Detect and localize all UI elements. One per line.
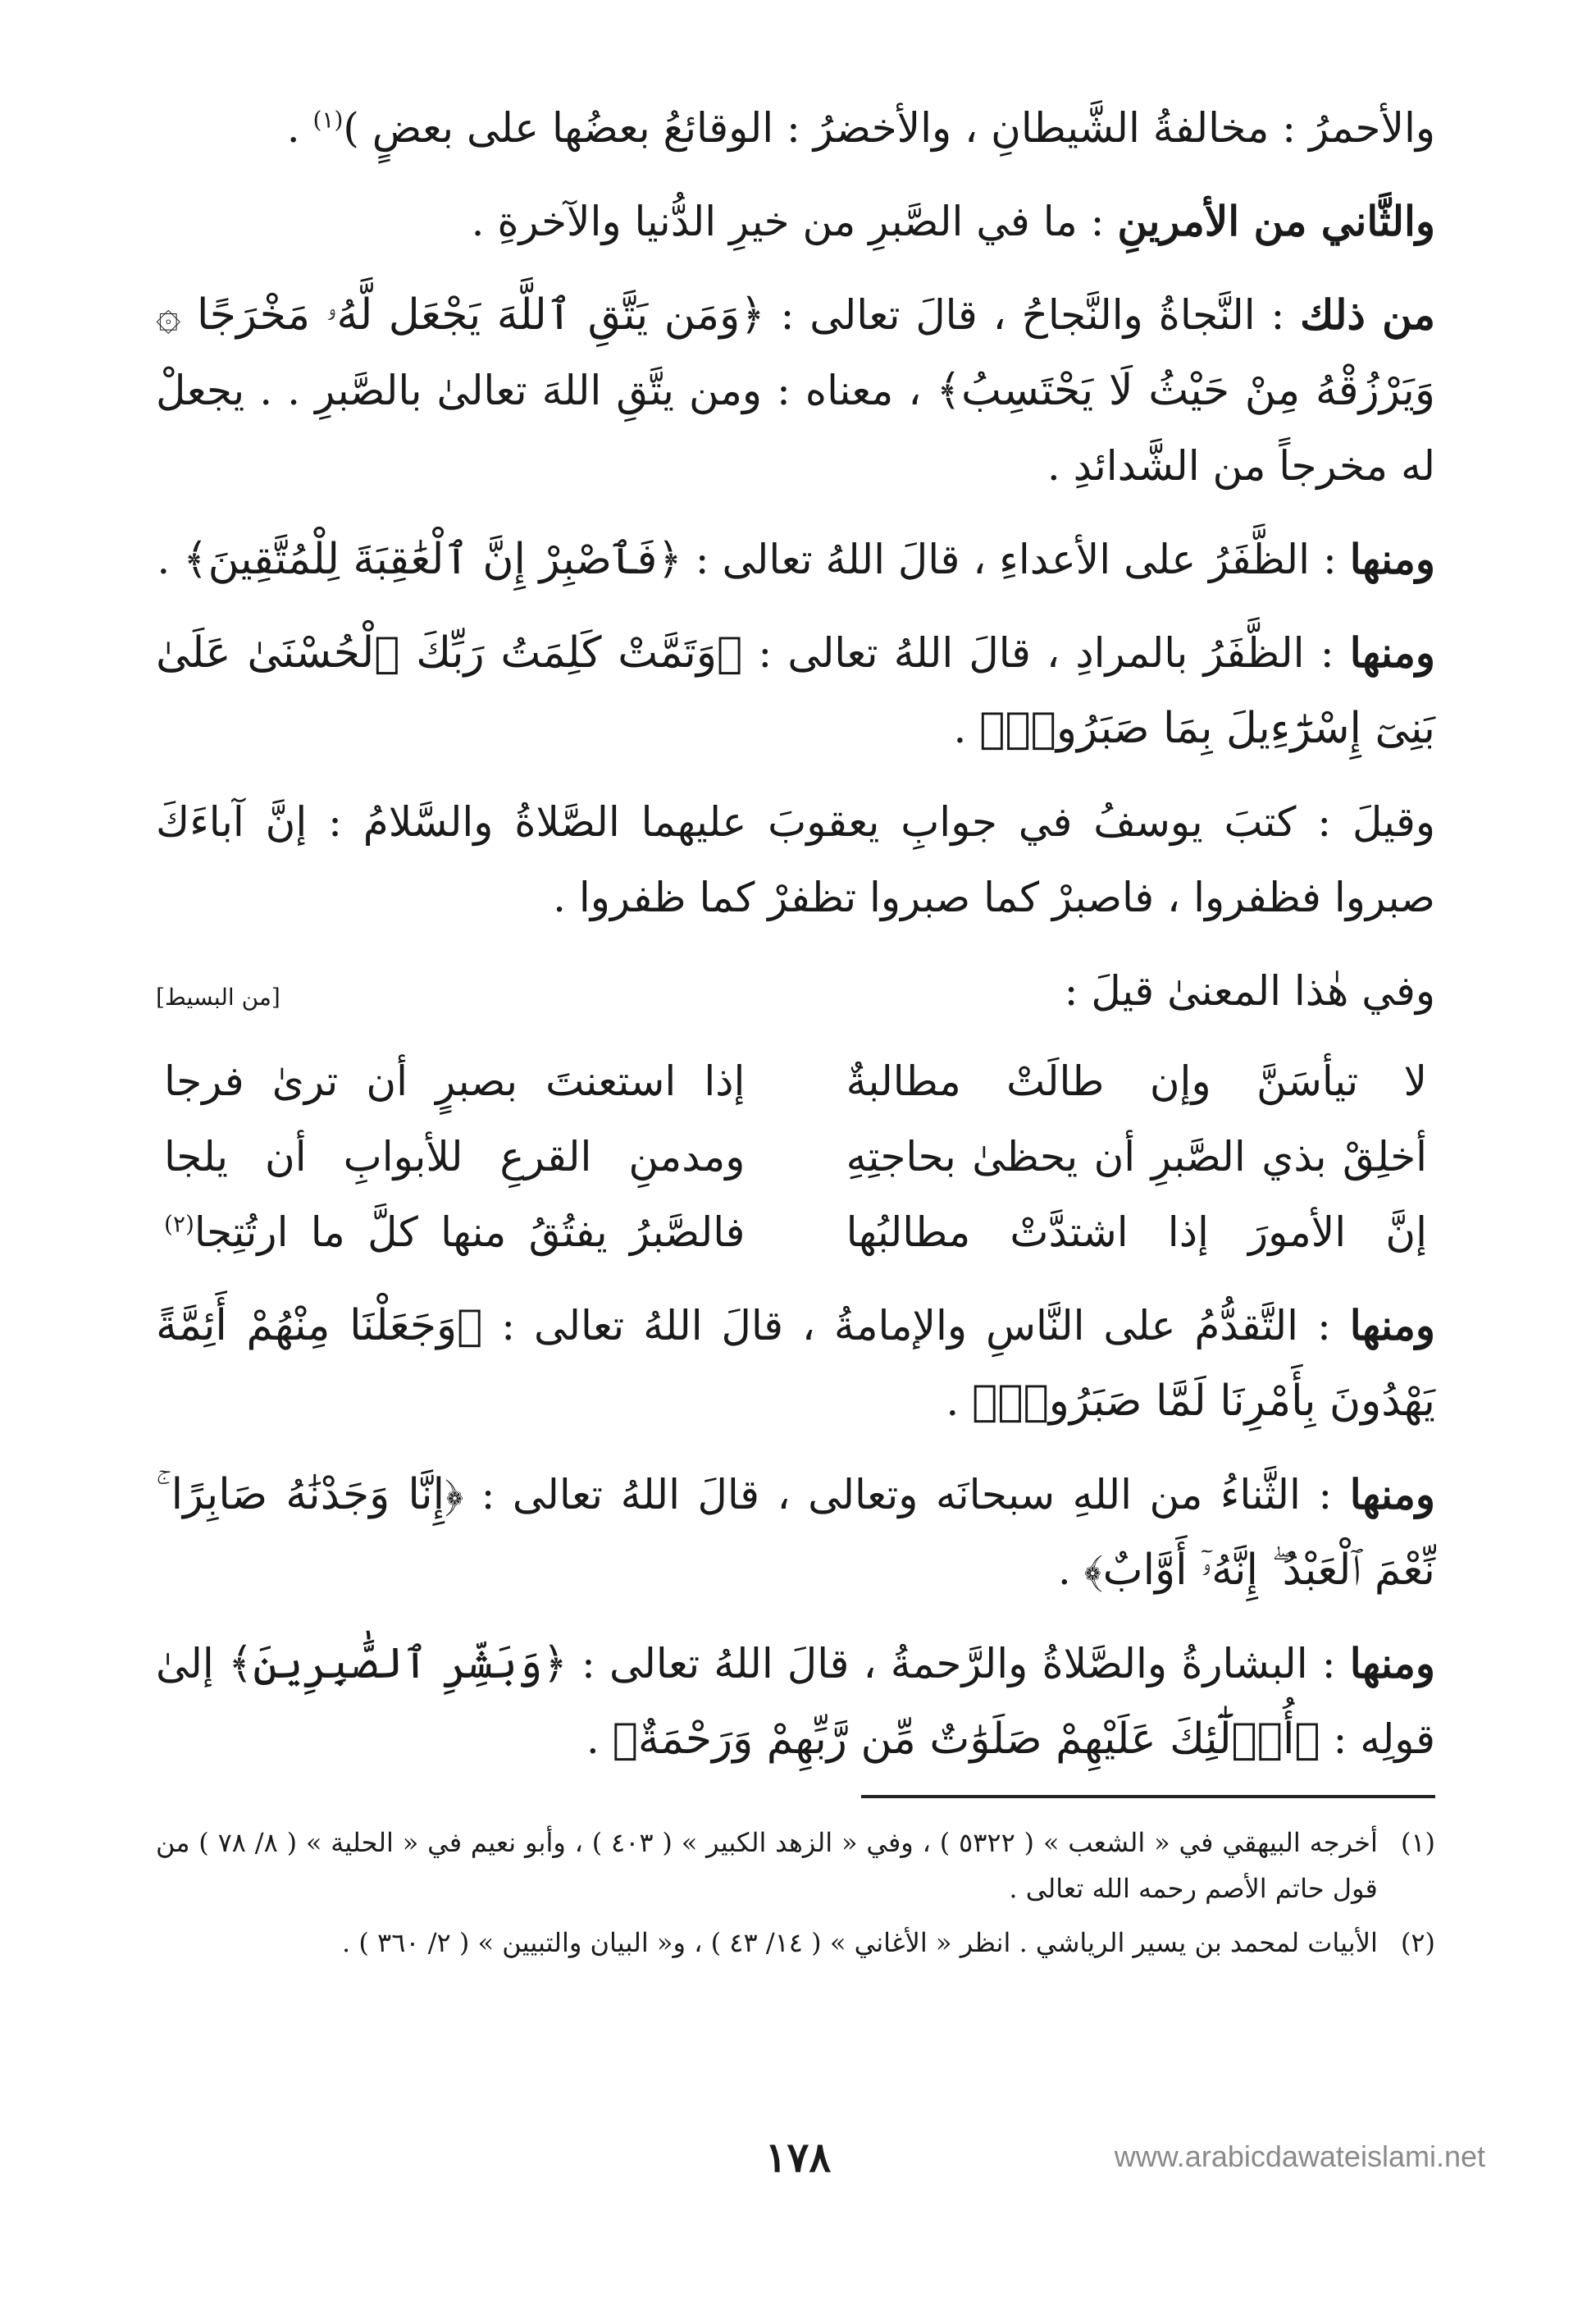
paragraph-glad-tidings xyxy=(156,1626,1435,1777)
footnote-2 xyxy=(156,1920,1435,1966)
paragraph-tail: . xyxy=(1057,1546,1084,1594)
verse-first-hemistich: أخلِقْ بذي الصَّبرِ أن يحظىٰ بحاجتِهِ xyxy=(846,1133,1427,1180)
paragraph-text: والأحمرُ : مخالفةُ الشَّيطانِ ، والأخضرُ : الوقائعُ بعضُها على بعضٍ ) xyxy=(343,104,1435,152)
poem-meter-label: [من البسيط] xyxy=(156,984,280,1011)
verse-second-hemistich xyxy=(164,1194,745,1270)
paragraph-salvation xyxy=(156,277,1435,504)
page-body xyxy=(156,90,1435,2190)
paragraph-lead: ومنها xyxy=(1349,1301,1436,1349)
footnote-ref-2[interactable]: (٢) xyxy=(164,1210,194,1238)
paragraph-lead: ومنها xyxy=(1349,1639,1436,1687)
poem-verse xyxy=(156,1043,1435,1119)
poem xyxy=(156,1043,1435,1270)
paragraph-tail: . xyxy=(286,104,313,152)
paragraph-text: : البشارةُ والصَّلاةُ والرَّحمةُ ، قالَ اللهُ تعالى : xyxy=(567,1640,1350,1687)
paragraph-text: : النَّجاةُ والنَّجاحُ ، قالَ تعالى : xyxy=(764,291,1301,339)
paragraph-text: : ما في الصَّبرِ من خيرِ الدُّنيا والآخرةِ . xyxy=(471,198,1118,245)
verse-text: إذا استعنتَ بصبرٍ أن ترىٰ فرجا xyxy=(164,1057,746,1105)
quran-verse: ﴿إِنَّا وَجَدْنَٰهُ صَابِرًا ۚ نِّعْمَ ٱلْعَبْدُ ۖ إِنَّهُۥٓ أَوَّابٌ﴾ xyxy=(156,1470,1435,1595)
paragraph-tail: . xyxy=(946,1377,973,1425)
paragraph-text: وقيلَ : كتبَ يوسفُ في جوابِ يعقوبَ عليهما الصَّلاةُ والسَّلامُ : إنَّ آباءَكَ صبروا فظفروا ، فاصبرْ كما صبروا تظفرْ كما ظفروا . xyxy=(156,798,1435,921)
paragraph-lead: ومنها xyxy=(1349,535,1435,583)
paragraph-lead: ومنها xyxy=(1349,628,1436,677)
paragraph-yusuf-letter xyxy=(156,784,1435,935)
footnote-ref-1[interactable]: (١) xyxy=(312,106,344,134)
paragraph-text: : التَّقدُّمُ على النَّاسِ والإمامةُ ، قالَ اللهُ تعالى : xyxy=(482,1302,1350,1349)
verse-text: ومدمنِ القرعِ للأبوابِ أن يلجا xyxy=(164,1133,746,1180)
quran-verse: ﴿وَمَن يَتَّقِ ٱللَّهَ يَجْعَل لَّهُۥ مَخْرَجًا ۞ وَيَرْزُقْهُ مِنْ حَيْثُ لَا يَحْتَسِبُ﴾ xyxy=(156,290,1435,415)
poem-intro-row xyxy=(156,953,1435,1035)
verse-text: فالصَّبرُ يفتُقُ منها كلَّ ما ارتُتِجا xyxy=(194,1208,746,1256)
footnote-text: أخرجه البيهقي في « الشعب » ( ٥٣٢٢ ) ، وفي « الزهد الكبير » ( ٤٠٣ ) ، وأبو نعيم في « الحلية » ( ٨/ ٧٨ ) من قول حاتم الأصم رحمه الله تعالى . xyxy=(156,1827,1378,1904)
verse-second-hemistich xyxy=(164,1043,745,1119)
paragraph-tail: . xyxy=(953,705,980,752)
quran-verse: ﴿أُو۟لَٰٓئِكَ عَلَيْهِمْ صَلَوَٰتٌ مِّن رَّبِّهِمْ وَرَحْمَةٌ﴾ xyxy=(612,1715,1320,1764)
quran-verse: ﴿وَبَشِّرِ ٱلصَّٰبِرِينَ﴾ xyxy=(227,1639,568,1688)
paragraph-connector: إلىٰ قولِه : xyxy=(156,1640,1435,1763)
quran-verse: ﴿وَتَمَّتْ كَلِمَتُ رَبِّكَ ٱلْحُسْنَىٰ عَلَىٰ بَنِىٓ إِسْرَٰٓءِيلَ بِمَا صَبَرُوا۟﴾ xyxy=(156,628,1435,753)
poem-intro: وفي هٰذا المعنىٰ قيلَ : xyxy=(1064,967,1435,1015)
site-watermark: www.arabicdawateislami.net xyxy=(1114,2139,1485,2173)
verse-second-hemistich xyxy=(164,1119,745,1194)
footnote-divider xyxy=(861,1795,1435,1798)
paragraph-lead: من ذلك xyxy=(1300,290,1436,339)
quran-verse: ﴿وَجَعَلْنَا مِنْهُمْ أَئِمَّةً يَهْدُونَ بِأَمْرِنَا لَمَّا صَبَرُوا۟﴾ xyxy=(156,1301,1435,1426)
poem-verse xyxy=(156,1119,1435,1194)
paragraph-text: : الظَّفَرُ بالمرادِ ، قالَ اللهُ تعالى : xyxy=(742,629,1350,677)
quran-verse: ﴿فَٱصْبِرْ إِنَّ ٱلْعَٰقِبَةَ لِلْمُتَّقِينَ﴾ xyxy=(183,535,682,584)
paragraph-colors-meaning xyxy=(156,90,1435,166)
paragraph-tail: . xyxy=(157,536,184,583)
verse-first-hemistich: إنَّ الأمورَ إذا اشتدَّتْ مطالبُها xyxy=(846,1208,1427,1256)
paragraph-text: : الظَّفَرُ على الأعداءِ ، قالَ اللهُ تعالى : xyxy=(682,536,1350,583)
paragraph-lead: ومنها xyxy=(1349,1470,1435,1518)
poem-verse xyxy=(156,1194,1435,1270)
paragraph-victory-goal xyxy=(156,615,1435,766)
paragraph-text: : الثَّناءُ من اللهِ سبحانَه وتعالى ، قالَ اللهُ تعالى : xyxy=(463,1471,1350,1518)
verse-first-hemistich: لا تيأسَنَّ وإن طالَتْ مطالبةٌ xyxy=(846,1057,1427,1105)
paragraph-tail: ، معناه : ومن يتَّقِ اللهَ تعالىٰ بالصَّبرِ . . يجعلْ له مخرجاً من الشَّدائدِ . xyxy=(156,367,1435,490)
paragraph-praise xyxy=(156,1457,1435,1608)
paragraph-leadership xyxy=(156,1288,1435,1439)
footnote-number: (١) xyxy=(1400,1827,1435,1858)
paragraph-victory-enemies xyxy=(156,522,1435,597)
footnote-text: الأبيات لمحمد بن يسير الرياشي . انظر « الأغاني » ( ١٤/ ٤٣ ) ، و« البيان والتبيين » ( ٢/ ٣٦٠ ) . xyxy=(342,1927,1378,1958)
page-number: ١٧٨ xyxy=(764,2133,832,2181)
footnote-1 xyxy=(156,1820,1435,1911)
paragraph-second-matter xyxy=(156,184,1435,259)
footnote-number: (٢) xyxy=(1400,1927,1435,1958)
paragraph-tail: . xyxy=(586,1715,613,1763)
paragraph-lead: والثَّاني من الأمرينِ xyxy=(1117,197,1435,245)
